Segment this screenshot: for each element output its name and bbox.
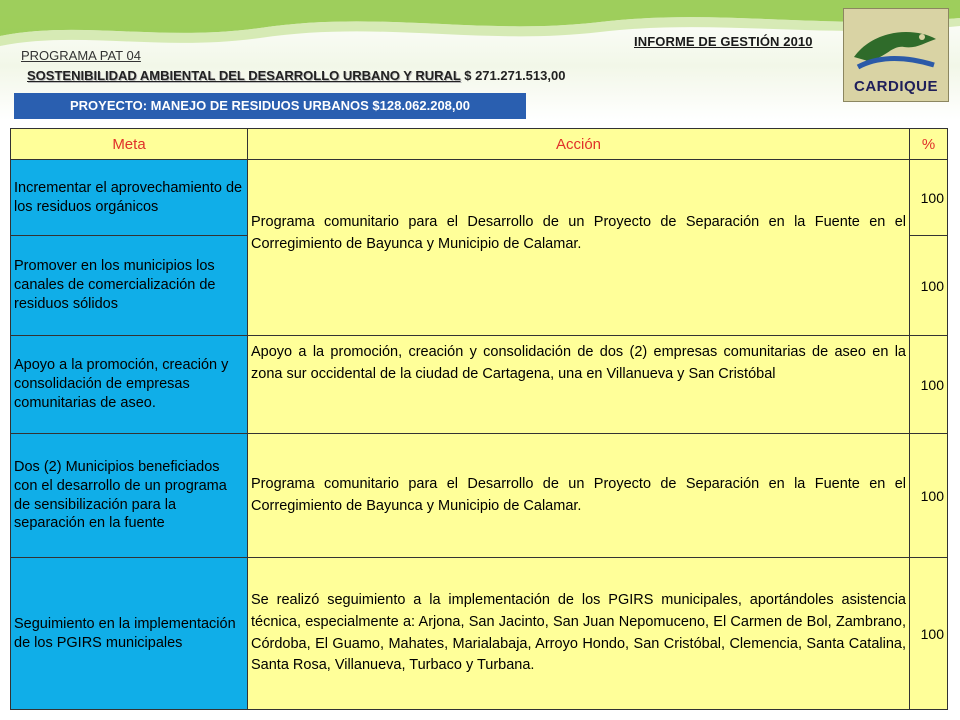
project-banner: PROYECTO: MANEJO DE RESIDUOS URBANOS $128.062.208,00 — [14, 93, 526, 119]
goals-table — [10, 128, 948, 710]
column-header-accion: Acción — [248, 129, 910, 160]
pct-cell: 100 — [910, 160, 948, 236]
program-line — [27, 68, 565, 83]
column-header-meta: Meta — [11, 129, 248, 160]
table-header-row — [11, 129, 948, 160]
meta-cell: Promover en los municipios los canales de comercialización de residuos sólidos — [11, 236, 248, 336]
accion-cell: Programa comunitario para el Desarrollo de un Proyecto de Separación en la Fuente en el Corregimiento de Bayunca y Municipio de Calamar. — [248, 434, 910, 558]
table-row — [11, 558, 948, 710]
pct-cell: 100 — [910, 558, 948, 710]
meta-cell: Dos (2) Municipios beneficiados con el desarrollo de un programa de sensibilización para la separación en la fuente — [11, 434, 248, 558]
pct-cell: 100 — [910, 434, 948, 558]
cardique-logo — [843, 8, 949, 102]
table-row — [11, 434, 948, 558]
table-row — [11, 160, 948, 236]
accion-cell: Apoyo a la promoción, creación y consolidación de dos (2) empresas comunitarias de aseo en la zona sur occidental de la ciudad de Cartagena, una en Villanueva y San Cristóbal — [248, 336, 910, 434]
header-wave-decoration — [0, 0, 960, 70]
program-label: PROGRAMA PAT 04 — [21, 48, 141, 63]
crocodile-emblem-icon — [844, 9, 948, 79]
program-amount: $ 271.271.513,00 — [464, 68, 566, 83]
logo-text: CARDIQUE — [853, 78, 938, 95]
column-header-pct: % — [910, 129, 948, 160]
pct-cell: 100 — [910, 336, 948, 434]
program-name: SOSTENIBILIDAD AMBIENTAL DEL DESARROLLO URBANO Y RURAL — [27, 68, 461, 83]
meta-cell: Apoyo a la promoción, creación y consolidación de empresas comunitarias de aseo. — [11, 336, 248, 434]
accion-cell: Se realizó seguimiento a la implementación de los PGIRS municipales, aportándoles asistencia técnica, especialmente a: Arjona, San Jacinto, San Juan Nepomuceno, El Carmen de Bol, Zambrano, Córdoba, El Guamo, Mahates, Marialabaja, Arroyo Hondo, San Cristóbal, Clemencia, Santa Catalina, Santa Rosa, Villanueva, Turbaco y Turbana. — [248, 558, 910, 710]
accion-cell: Programa comunitario para el Desarrollo de un Proyecto de Separación en la Fuente en el Corregimiento de Bayunca y Municipio de Calamar. — [248, 160, 910, 336]
pct-cell: 100 — [910, 236, 948, 336]
table-row — [11, 336, 948, 434]
meta-cell: Seguimiento en la implementación de los PGIRS municipales — [11, 558, 248, 710]
meta-cell: Incrementar el aprovechamiento de los residuos orgánicos — [11, 160, 248, 236]
report-title: INFORME DE GESTIÓN 2010 — [634, 34, 813, 49]
